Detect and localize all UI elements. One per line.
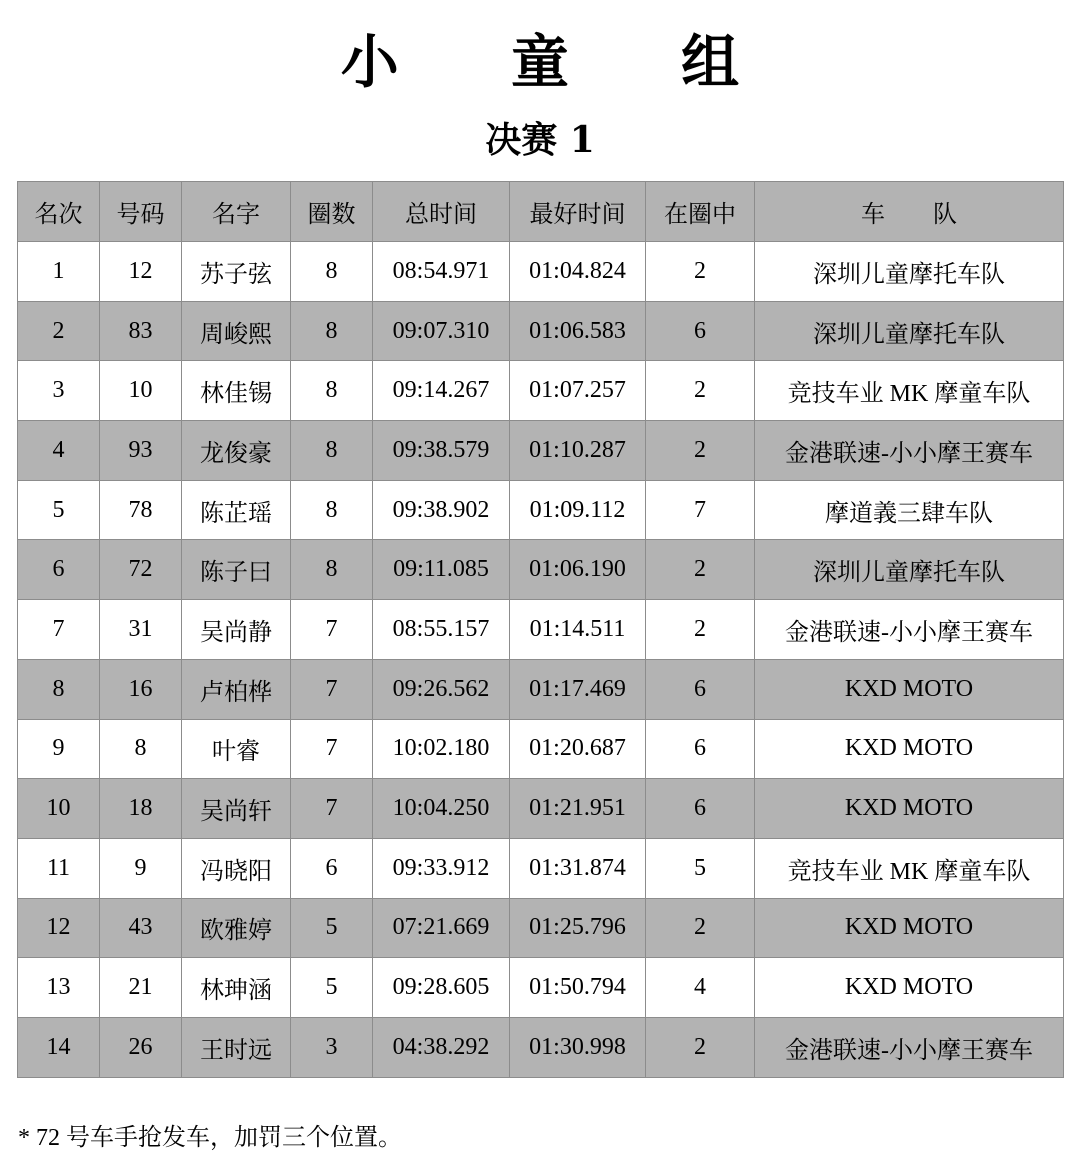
cell-laps: 3 <box>291 1017 373 1077</box>
cell-in-lap: 2 <box>646 898 755 958</box>
page-subtitle: 决赛 1 <box>485 119 595 161</box>
cell-number: 93 <box>100 421 182 481</box>
table-row <box>18 480 1064 540</box>
cell-name: 欧雅婷 <box>182 898 291 958</box>
footnote: * 72 号车手抢发车，加罚三个位置。 <box>18 1125 402 1151</box>
cell-in-lap: 6 <box>646 779 755 839</box>
cell-number: 9 <box>100 838 182 898</box>
table-row <box>18 600 1064 660</box>
cell-team: KXD MOTO <box>755 958 1064 1018</box>
table-row <box>18 659 1064 719</box>
cell-name: 卢柏桦 <box>182 659 291 719</box>
cell-team: 深圳儿童摩托车队 <box>755 301 1064 361</box>
cell-best-time: 01:17.469 <box>510 659 646 719</box>
cell-total-time: 10:04.250 <box>373 779 510 839</box>
header-in-lap: 在圈中 <box>646 182 755 242</box>
table-row <box>18 719 1064 779</box>
cell-name: 冯晓阳 <box>182 838 291 898</box>
cell-laps: 8 <box>291 242 373 302</box>
cell-total-time: 09:38.902 <box>373 480 510 540</box>
cell-laps: 8 <box>291 421 373 481</box>
cell-best-time: 01:06.190 <box>510 540 646 600</box>
cell-laps: 6 <box>291 838 373 898</box>
cell-name: 陈子曰 <box>182 540 291 600</box>
table-row <box>18 779 1064 839</box>
cell-name: 吴尚静 <box>182 600 291 660</box>
cell-rank: 10 <box>18 779 100 839</box>
cell-number: 83 <box>100 301 182 361</box>
cell-rank: 13 <box>18 958 100 1018</box>
cell-rank: 3 <box>18 361 100 421</box>
cell-number: 16 <box>100 659 182 719</box>
cell-team: 金港联速-小小摩王赛车 <box>755 421 1064 481</box>
header-name: 名字 <box>182 182 291 242</box>
table-header-row <box>18 182 1064 242</box>
cell-in-lap: 5 <box>646 838 755 898</box>
cell-team: 竞技车业 MK 摩童车队 <box>755 361 1064 421</box>
cell-name: 周峻熙 <box>182 301 291 361</box>
cell-total-time: 09:28.605 <box>373 958 510 1018</box>
cell-best-time: 01:30.998 <box>510 1017 646 1077</box>
cell-best-time: 01:21.951 <box>510 779 646 839</box>
cell-team: KXD MOTO <box>755 719 1064 779</box>
cell-laps: 7 <box>291 600 373 660</box>
cell-name: 苏子弦 <box>182 242 291 302</box>
cell-rank: 4 <box>18 421 100 481</box>
cell-in-lap: 6 <box>646 719 755 779</box>
header-laps: 圈数 <box>291 182 373 242</box>
cell-team: KXD MOTO <box>755 659 1064 719</box>
header-team: 车队 <box>755 182 1064 242</box>
page-title: 小 童 组 <box>340 28 786 96</box>
cell-team: KXD MOTO <box>755 779 1064 839</box>
cell-laps: 5 <box>291 898 373 958</box>
table-row <box>18 958 1064 1018</box>
cell-number: 31 <box>100 600 182 660</box>
cell-total-time: 09:07.310 <box>373 301 510 361</box>
cell-name: 林佳锡 <box>182 361 291 421</box>
cell-rank: 11 <box>18 838 100 898</box>
header-number: 号码 <box>100 182 182 242</box>
cell-team: 摩道義三肆车队 <box>755 480 1064 540</box>
table-row <box>18 540 1064 600</box>
cell-in-lap: 2 <box>646 600 755 660</box>
cell-total-time: 09:11.085 <box>373 540 510 600</box>
table-row <box>18 898 1064 958</box>
cell-in-lap: 2 <box>646 361 755 421</box>
cell-number: 43 <box>100 898 182 958</box>
cell-name: 吴尚轩 <box>182 779 291 839</box>
cell-in-lap: 2 <box>646 242 755 302</box>
table-row <box>18 301 1064 361</box>
cell-laps: 7 <box>291 779 373 839</box>
cell-total-time: 08:55.157 <box>373 600 510 660</box>
cell-laps: 8 <box>291 361 373 421</box>
cell-number: 10 <box>100 361 182 421</box>
cell-rank: 7 <box>18 600 100 660</box>
table-row <box>18 421 1064 481</box>
cell-rank: 14 <box>18 1017 100 1077</box>
cell-best-time: 01:31.874 <box>510 838 646 898</box>
cell-best-time: 01:09.112 <box>510 480 646 540</box>
cell-total-time: 09:26.562 <box>373 659 510 719</box>
cell-number: 18 <box>100 779 182 839</box>
results-table <box>17 181 1064 1078</box>
cell-number: 26 <box>100 1017 182 1077</box>
results-body <box>18 242 1064 1078</box>
cell-rank: 12 <box>18 898 100 958</box>
cell-laps: 5 <box>291 958 373 1018</box>
cell-total-time: 08:54.971 <box>373 242 510 302</box>
cell-rank: 6 <box>18 540 100 600</box>
cell-laps: 8 <box>291 301 373 361</box>
cell-team: KXD MOTO <box>755 898 1064 958</box>
cell-team: 金港联速-小小摩王赛车 <box>755 1017 1064 1077</box>
cell-total-time: 07:21.669 <box>373 898 510 958</box>
table-row <box>18 242 1064 302</box>
cell-laps: 7 <box>291 659 373 719</box>
cell-total-time: 09:33.912 <box>373 838 510 898</box>
cell-best-time: 01:14.511 <box>510 600 646 660</box>
cell-rank: 1 <box>18 242 100 302</box>
cell-best-time: 01:10.287 <box>510 421 646 481</box>
cell-best-time: 01:04.824 <box>510 242 646 302</box>
cell-name: 王时远 <box>182 1017 291 1077</box>
cell-laps: 8 <box>291 480 373 540</box>
cell-laps: 7 <box>291 719 373 779</box>
cell-rank: 2 <box>18 301 100 361</box>
cell-team: 金港联速-小小摩王赛车 <box>755 600 1064 660</box>
cell-team: 竞技车业 MK 摩童车队 <box>755 838 1064 898</box>
cell-best-time: 01:25.796 <box>510 898 646 958</box>
header-total-time: 总时间 <box>373 182 510 242</box>
header-best-time: 最好时间 <box>510 182 646 242</box>
cell-name: 陈芷瑶 <box>182 480 291 540</box>
cell-best-time: 01:50.794 <box>510 958 646 1018</box>
cell-number: 72 <box>100 540 182 600</box>
cell-total-time: 09:38.579 <box>373 421 510 481</box>
cell-rank: 9 <box>18 719 100 779</box>
cell-best-time: 01:07.257 <box>510 361 646 421</box>
cell-best-time: 01:06.583 <box>510 301 646 361</box>
cell-name: 叶睿 <box>182 719 291 779</box>
header-rank: 名次 <box>18 182 100 242</box>
cell-in-lap: 4 <box>646 958 755 1018</box>
cell-rank: 5 <box>18 480 100 540</box>
cell-in-lap: 6 <box>646 301 755 361</box>
cell-number: 8 <box>100 719 182 779</box>
cell-name: 龙俊豪 <box>182 421 291 481</box>
cell-total-time: 04:38.292 <box>373 1017 510 1077</box>
cell-number: 21 <box>100 958 182 1018</box>
cell-number: 78 <box>100 480 182 540</box>
cell-laps: 8 <box>291 540 373 600</box>
table-row <box>18 838 1064 898</box>
cell-rank: 8 <box>18 659 100 719</box>
cell-best-time: 01:20.687 <box>510 719 646 779</box>
table-row <box>18 361 1064 421</box>
cell-number: 12 <box>100 242 182 302</box>
cell-team: 深圳儿童摩托车队 <box>755 540 1064 600</box>
cell-name: 林珅涵 <box>182 958 291 1018</box>
table-row <box>18 1017 1064 1077</box>
cell-in-lap: 6 <box>646 659 755 719</box>
cell-in-lap: 2 <box>646 1017 755 1077</box>
cell-total-time: 10:02.180 <box>373 719 510 779</box>
cell-in-lap: 7 <box>646 480 755 540</box>
cell-total-time: 09:14.267 <box>373 361 510 421</box>
cell-in-lap: 2 <box>646 540 755 600</box>
cell-in-lap: 2 <box>646 421 755 481</box>
cell-team: 深圳儿童摩托车队 <box>755 242 1064 302</box>
